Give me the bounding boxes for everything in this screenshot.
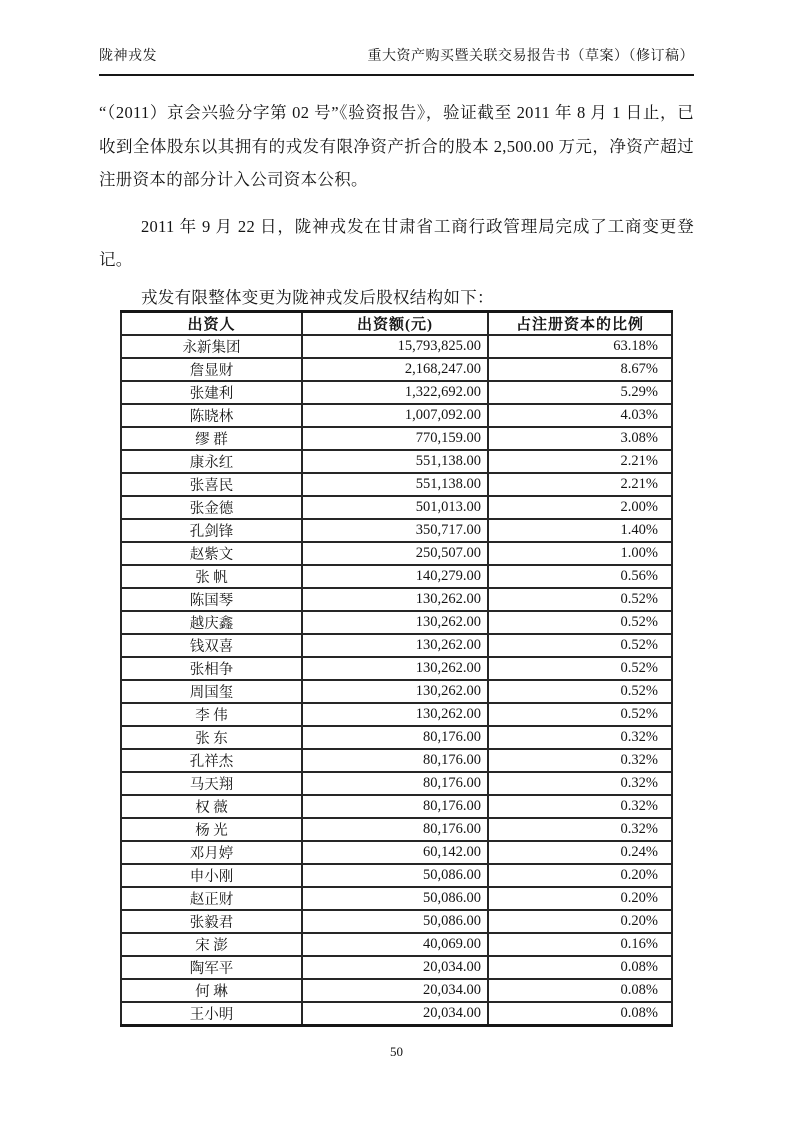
equity-table-header	[121, 311, 672, 335]
table-row	[121, 1002, 672, 1026]
table-row	[121, 473, 672, 496]
page-footer	[0, 1044, 793, 1060]
contribution-amount-cell: 80,176.00	[302, 726, 488, 749]
table-row	[121, 864, 672, 887]
investor-name-cell: 王小明	[121, 1002, 302, 1026]
contribution-amount-cell: 130,262.00	[302, 657, 488, 680]
page-number: 50	[390, 1044, 403, 1059]
capital-ratio-cell: 2.00%	[488, 496, 672, 519]
investor-name-cell: 周国玺	[121, 680, 302, 703]
capital-ratio-cell: 0.32%	[488, 726, 672, 749]
table-row	[121, 588, 672, 611]
contribution-amount-cell: 551,138.00	[302, 450, 488, 473]
investor-name-cell: 越庆鑫	[121, 611, 302, 634]
investor-name-cell: 宋 澎	[121, 933, 302, 956]
table-row	[121, 657, 672, 680]
investor-name-cell: 邓月婷	[121, 841, 302, 864]
capital-ratio-cell: 0.32%	[488, 772, 672, 795]
contribution-amount-cell: 130,262.00	[302, 588, 488, 611]
contribution-amount-cell: 20,034.00	[302, 1002, 488, 1026]
table-row	[121, 404, 672, 427]
table-header-row	[121, 311, 672, 335]
capital-ratio-cell: 0.52%	[488, 634, 672, 657]
capital-ratio-cell: 0.20%	[488, 864, 672, 887]
capital-ratio-cell: 0.52%	[488, 680, 672, 703]
investor-name-cell: 马天翔	[121, 772, 302, 795]
investor-name-cell: 李 伟	[121, 703, 302, 726]
contribution-amount-cell: 40,069.00	[302, 933, 488, 956]
contribution-amount-cell: 50,086.00	[302, 910, 488, 933]
capital-ratio-cell: 4.03%	[488, 404, 672, 427]
table-row	[121, 680, 672, 703]
contribution-amount-cell: 501,013.00	[302, 496, 488, 519]
table-row	[121, 496, 672, 519]
paragraph-registration-change: 2011 年 9 月 22 日，陇神戎发在甘肃省工商行政管理局完成了工商变更登记。	[99, 216, 694, 269]
contribution-amount-cell: 350,717.00	[302, 519, 488, 542]
investor-name-cell: 张建利	[121, 381, 302, 404]
contribution-amount-cell: 80,176.00	[302, 749, 488, 772]
column-header-investor: 出资人	[121, 311, 302, 335]
contribution-amount-cell: 20,034.00	[302, 979, 488, 1002]
investor-name-cell: 詹显财	[121, 358, 302, 381]
capital-ratio-cell: 0.24%	[488, 841, 672, 864]
table-row	[121, 749, 672, 772]
capital-ratio-cell: 0.20%	[488, 910, 672, 933]
capital-ratio-cell: 1.00%	[488, 542, 672, 565]
column-header-amount: 出资额(元)	[302, 311, 488, 335]
contribution-amount-cell: 80,176.00	[302, 818, 488, 841]
contribution-amount-cell: 770,159.00	[302, 427, 488, 450]
capital-ratio-cell: 0.52%	[488, 657, 672, 680]
table-row	[121, 979, 672, 1002]
investor-name-cell: 何 琳	[121, 979, 302, 1002]
table-row	[121, 542, 672, 565]
investor-name-cell: 张 东	[121, 726, 302, 749]
capital-ratio-cell: 3.08%	[488, 427, 672, 450]
capital-ratio-cell: 0.32%	[488, 795, 672, 818]
capital-ratio-cell: 5.29%	[488, 381, 672, 404]
capital-ratio-cell: 0.32%	[488, 749, 672, 772]
table-row	[121, 358, 672, 381]
header-company-name: 陇神戎发	[99, 49, 157, 64]
capital-ratio-cell: 0.20%	[488, 887, 672, 910]
table-row	[121, 910, 672, 933]
investor-name-cell: 张金德	[121, 496, 302, 519]
contribution-amount-cell: 60,142.00	[302, 841, 488, 864]
capital-ratio-cell: 0.08%	[488, 1002, 672, 1026]
contribution-amount-cell: 140,279.00	[302, 565, 488, 588]
investor-name-cell: 康永红	[121, 450, 302, 473]
capital-ratio-cell: 0.32%	[488, 818, 672, 841]
contribution-amount-cell: 130,262.00	[302, 703, 488, 726]
table-row	[121, 956, 672, 979]
contribution-amount-cell: 1,322,692.00	[302, 381, 488, 404]
contribution-amount-cell: 551,138.00	[302, 473, 488, 496]
capital-ratio-cell: 2.21%	[488, 450, 672, 473]
contribution-amount-cell: 130,262.00	[302, 634, 488, 657]
investor-name-cell: 张相争	[121, 657, 302, 680]
contribution-amount-cell: 130,262.00	[302, 680, 488, 703]
investor-name-cell: 赵正财	[121, 887, 302, 910]
investor-name-cell: 杨 光	[121, 818, 302, 841]
investor-name-cell: 申小刚	[121, 864, 302, 887]
paragraph-equity-structure-intro: 戎发有限整体变更为陇神戎发后股权结构如下：	[141, 287, 494, 307]
contribution-amount-cell: 250,507.00	[302, 542, 488, 565]
investor-name-cell: 赵紫文	[121, 542, 302, 565]
equity-table-body	[121, 335, 672, 1026]
capital-ratio-cell: 1.40%	[488, 519, 672, 542]
table-row	[121, 818, 672, 841]
contribution-amount-cell: 2,168,247.00	[302, 358, 488, 381]
table-row	[121, 450, 672, 473]
table-row	[121, 703, 672, 726]
investor-name-cell: 张 帆	[121, 565, 302, 588]
contribution-amount-cell: 1,007,092.00	[302, 404, 488, 427]
contribution-amount-cell: 15,793,825.00	[302, 335, 488, 358]
investor-name-cell: 陈国琴	[121, 588, 302, 611]
paragraph-capital-verification: “（2011）京会兴验分字第 02 号”《验资报告》，验证截至 2011 年 8 月 1 日止，已收到全体股东以其拥有的戎发有限净资产折合的股本 2,500.00 万元，净资产超过注册资本的部分计入公司资本公积。	[99, 103, 694, 189]
table-row	[121, 887, 672, 910]
investor-name-cell: 陶军平	[121, 956, 302, 979]
column-header-ratio: 占注册资本的比例	[488, 311, 672, 335]
contribution-amount-cell: 50,086.00	[302, 864, 488, 887]
page-header	[99, 48, 694, 76]
contribution-amount-cell: 80,176.00	[302, 795, 488, 818]
page-content	[99, 96, 694, 1027]
investor-name-cell: 钱双喜	[121, 634, 302, 657]
table-row	[121, 565, 672, 588]
investor-name-cell: 永新集团	[121, 335, 302, 358]
table-row	[121, 427, 672, 450]
capital-ratio-cell: 63.18%	[488, 335, 672, 358]
table-row	[121, 519, 672, 542]
table-row	[121, 772, 672, 795]
contribution-amount-cell: 20,034.00	[302, 956, 488, 979]
capital-ratio-cell: 0.52%	[488, 611, 672, 634]
table-row	[121, 795, 672, 818]
capital-ratio-cell: 0.08%	[488, 956, 672, 979]
capital-ratio-cell: 0.08%	[488, 979, 672, 1002]
table-row	[121, 381, 672, 404]
capital-ratio-cell: 0.52%	[488, 588, 672, 611]
investor-name-cell: 张喜民	[121, 473, 302, 496]
capital-ratio-cell: 8.67%	[488, 358, 672, 381]
table-row	[121, 611, 672, 634]
table-row	[121, 933, 672, 956]
investor-name-cell: 孔祥杰	[121, 749, 302, 772]
table-row	[121, 335, 672, 358]
capital-ratio-cell: 2.21%	[488, 473, 672, 496]
capital-ratio-cell: 0.56%	[488, 565, 672, 588]
investor-name-cell: 陈晓林	[121, 404, 302, 427]
investor-name-cell: 缪 群	[121, 427, 302, 450]
header-report-title: 重大资产购买暨关联交易报告书（草案）（修订稿）	[367, 49, 694, 64]
contribution-amount-cell: 130,262.00	[302, 611, 488, 634]
investor-name-cell: 孔剑锋	[121, 519, 302, 542]
equity-structure-table	[120, 310, 673, 1028]
investor-name-cell: 张毅君	[121, 910, 302, 933]
contribution-amount-cell: 80,176.00	[302, 772, 488, 795]
capital-ratio-cell: 0.52%	[488, 703, 672, 726]
table-row	[121, 726, 672, 749]
capital-ratio-cell: 0.16%	[488, 933, 672, 956]
contribution-amount-cell: 50,086.00	[302, 887, 488, 910]
table-row	[121, 634, 672, 657]
table-row	[121, 841, 672, 864]
investor-name-cell: 权 薇	[121, 795, 302, 818]
